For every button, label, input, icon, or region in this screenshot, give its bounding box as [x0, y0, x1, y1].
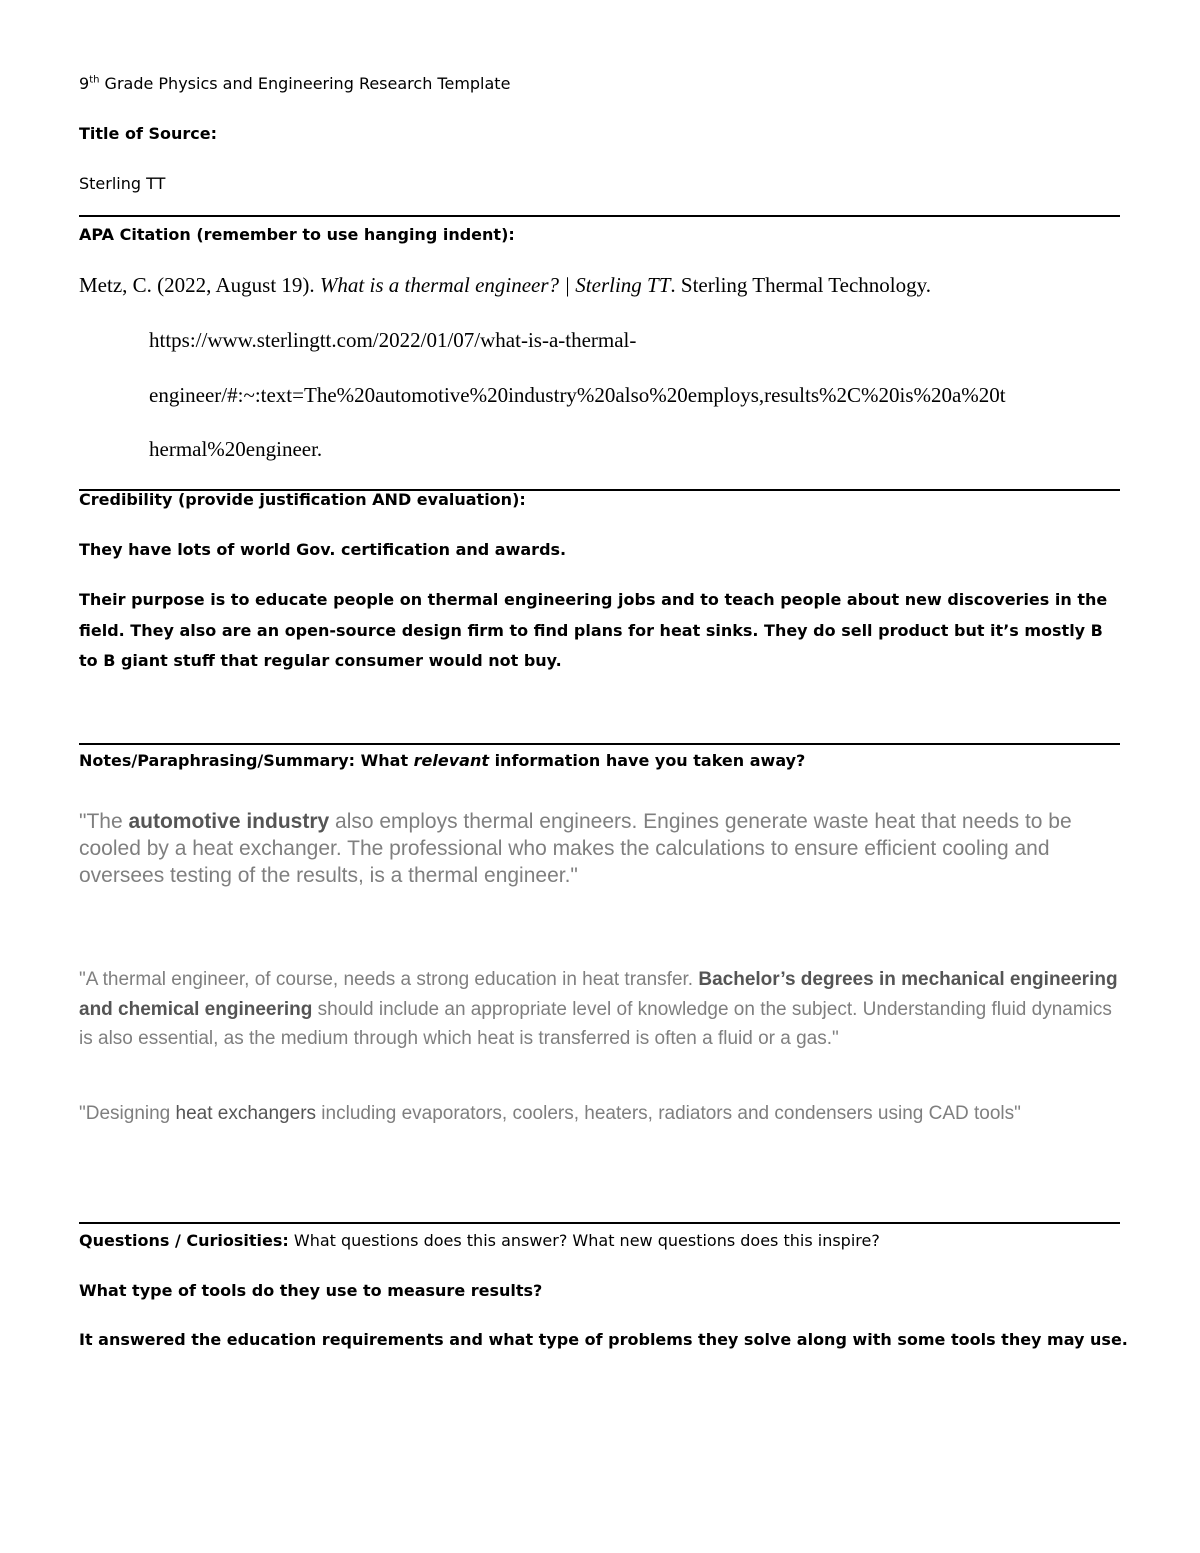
credibility-label: Credibility (provide justification AND evaluation): [79, 490, 526, 509]
quote-1-rest: also employs thermal engineers. Engines generate waste heat that needs to be cooled by a heat exchanger. The professional who makes the calculations to ensure efficient cooling and oversees testing of the results, is a thermal engineer." [79, 810, 1072, 887]
section-divider [79, 215, 1120, 217]
questions-label-rest: What questions does this answer? What new questions does this inspire? [288, 1231, 880, 1250]
questions-label [79, 1231, 1120, 1250]
credibility-line: They have lots of world Gov. certification and awards. [79, 540, 567, 559]
quote-automotive [79, 808, 1124, 889]
questions-label-bold: Questions / Curiosities: [79, 1231, 289, 1250]
notes-label-italic: relevant [413, 751, 489, 770]
quote-1-bold: automotive industry [128, 810, 330, 833]
question-line: What type of tools do they use to measure results? [79, 1281, 543, 1300]
quote-2-start: "A thermal engineer, of course, needs a strong education in heat transfer. [79, 969, 699, 990]
quote-3-highlight: heat exchangers [175, 1103, 317, 1124]
quote-3-start: "Designing [79, 1103, 176, 1124]
notes-label-end: information have you taken away? [489, 751, 806, 770]
notes-label [79, 751, 1120, 770]
grade-superscript: th [89, 74, 100, 86]
source-value: Sterling TT [79, 174, 166, 193]
grade-number: 9 [79, 74, 90, 93]
answer-line: It answered the education requirements and what type of problems they solve along with some tools they may use. [79, 1330, 1128, 1349]
quote-3-rest: including evaporators, coolers, heaters, radiators and condensers using CAD tools" [316, 1103, 1021, 1124]
section-divider [79, 1222, 1120, 1224]
citation-publisher: . Sterling Thermal Technology. [670, 273, 932, 297]
citation-authors: Metz, C. (2022, August 19). [79, 273, 320, 297]
citation-url-line-1: https://www.sterlingtt.com/2022/01/07/what-is-a-thermal- [149, 328, 637, 352]
quote-2-rest: should include an appropriate level of knowledge on the subject. Understanding fluid dynamics is also essential, as the medium through which heat is transferred is often a fluid or a gas." [79, 998, 1112, 1049]
quote-heat-exchangers [79, 1100, 1124, 1128]
quote-1-start: "The [79, 810, 129, 833]
credibility-paragraph: Their purpose is to educate people on thermal engineering jobs and to teach people about new discoveries in the field. They also are an open-source design firm to find plans for heat sinks. They do sell product but it’s mostly B to B giant stuff that regular consumer would not buy. [79, 590, 1108, 670]
quote-education [79, 965, 1124, 1054]
citation-first-line [79, 273, 1120, 298]
citation-url-line-2: engineer/#:~:text=The%20automotive%20industry%20also%20employs,results%2C%20is%20a%20t [149, 383, 1006, 407]
notes-label-start: Notes/Paraphrasing/Summary: What [79, 751, 414, 770]
citation-label: APA Citation (remember to use hanging indent): [79, 225, 515, 244]
document-title [79, 74, 1120, 93]
citation-url-line-3: hermal%20engineer. [149, 437, 323, 461]
title-text: Grade Physics and Engineering Research Template [99, 74, 511, 93]
citation-title: What is a thermal engineer? | Sterling TT [319, 273, 671, 297]
section-divider [79, 743, 1120, 745]
quote-2-bold: Bachelor’s degrees in mechanical engineering and chemical engineering [79, 969, 1118, 1020]
source-label: Title of Source: [79, 124, 218, 143]
